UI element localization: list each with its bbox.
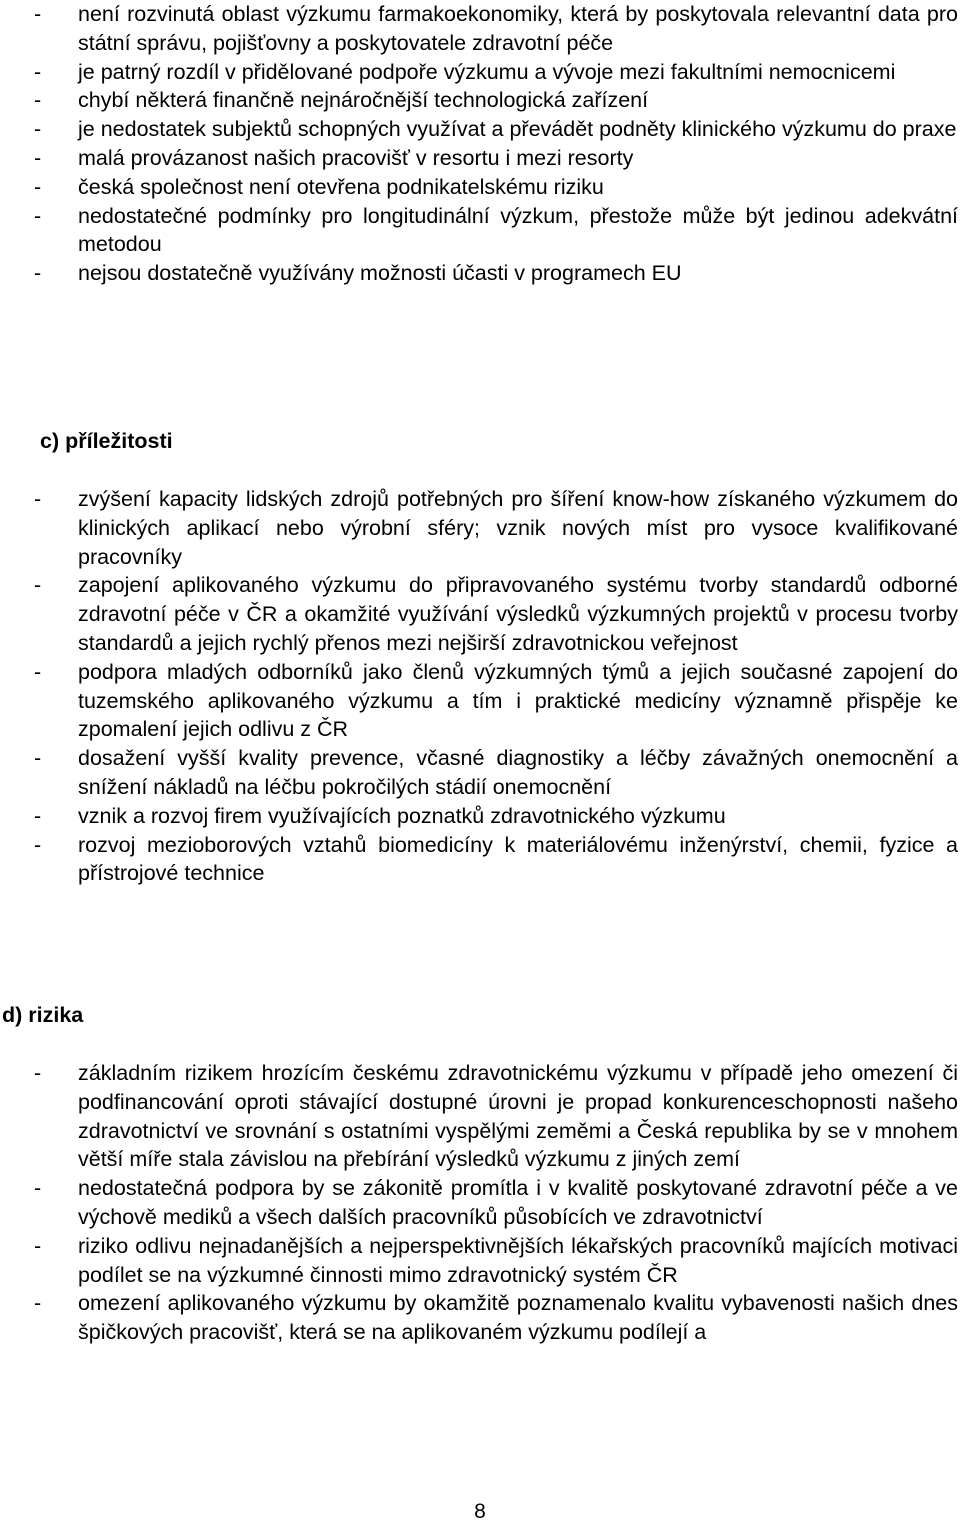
list-item [0, 144, 960, 173]
list-item [0, 86, 960, 115]
list-item-text: nejsou dostatečně využívány možnosti účasti v programech EU [78, 261, 682, 286]
list-item-text: je nedostatek subjektů schopných využívat a převádět podněty klinického výzkumu do praxe [78, 117, 957, 142]
list-marker: - [34, 174, 42, 199]
list-item-text: základním rizikem hrozícím českému zdravotnickému výzkumu v případě jeho omezení či podfinancování oproti stávající dostupné úrovni je propad konkurenceschopnosti našeho zdravotnictví ve srovnání s ostatními vyspělými zeměmi a Česká republika by se v mnohem větší míře stala závislou na přebírání výsledků výzkumu z jiných zemí [78, 1061, 958, 1172]
list-marker: - [34, 59, 42, 84]
list-item-text: nedostatečné podmínky pro longitudinální výzkum, přestože může být jedinou adekvátní metodou [78, 203, 958, 257]
list-item-text: vznik a rozvoj firem využívajících poznatků zdravotnického výzkumu [78, 803, 726, 828]
list-item [0, 173, 960, 202]
list-item [0, 1232, 960, 1290]
section-heading-opportunities: c) příležitosti [40, 429, 173, 453]
list-item-text: rozvoj mezioborových vztahů biomedicíny k materiálovému inženýrství, chemii, fyzice a přístrojové technice [78, 832, 958, 886]
section-heading-risks: d) rizika [2, 1003, 84, 1027]
list-item-text: chybí některá finančně nejnáročnější technologická zařízení [78, 88, 649, 113]
list-item-text: malá provázanost našich pracovišť v resortu i mezi resorty [78, 145, 634, 170]
list-item [0, 1289, 960, 1347]
list-item [0, 744, 960, 802]
list-marker: - [34, 88, 42, 113]
list-item [0, 58, 960, 87]
list-marker: - [34, 203, 42, 228]
list-item [0, 658, 960, 744]
list-item [0, 1174, 960, 1232]
list-item [0, 0, 960, 58]
list-item-text: nedostatečná podpora by se zákonitě promítla i v kvalitě poskytované zdravotní péče a ve výchově mediků a všech dalších pracovníků působících ve zdravotnictví [78, 1176, 958, 1229]
opportunities-list [0, 485, 960, 888]
list-item-text: zapojení aplikovaného výzkumu do připravovaného systému tvorby standardů odborné zdravotní péče v ČR a okamžité využívání výsledků výzkumných projektů v procesu tvorby standardů a jejich rychlý přenos mezi nejširší zdravotnickou veřejnost [78, 573, 958, 655]
list-marker: - [34, 2, 42, 26]
list-item-text: není rozvinutá oblast výzkumu farmakoekonomiky, která by poskytovala relevantní data pro státní správu, pojišťovny a poskytovatele zdravotní péče [78, 2, 958, 55]
list-marker: - [34, 1291, 42, 1316]
list-item-text: podpora mladých odborníků jako členů výzkumných týmů a jejich současné zapojení do tuzemského aplikovaného výzkumu a tím i praktické medicíny významně přispěje ke zpomalení jejich odlivu z ČR [78, 659, 958, 742]
list-marker: - [34, 659, 42, 684]
weaknesses-list [0, 0, 960, 288]
risks-list [0, 1059, 960, 1347]
list-marker: - [34, 803, 42, 828]
list-marker: - [34, 1176, 42, 1201]
list-marker: - [34, 746, 42, 771]
list-item [0, 485, 960, 571]
list-marker: - [34, 145, 42, 170]
list-item-text: zvýšení kapacity lidských zdrojů potřebných pro šíření know-how získaného výzkumem do klinických aplikací nebo výrobní sféry; vznik nových míst pro vysoce kvalifikované pracovníky [78, 487, 958, 569]
list-item [0, 571, 960, 657]
list-marker: - [34, 1233, 42, 1258]
list-item-text: dosažení vyšší kvality prevence, včasné diagnostiky a léčby závažných onemocnění a snížení nákladů na léčbu pokročilých stádií onemocnění [78, 746, 958, 799]
list-item-text: česká společnost není otevřena podnikatelskému riziku [78, 174, 604, 199]
list-marker: - [34, 487, 42, 511]
list-item [0, 831, 960, 889]
list-item [0, 202, 960, 260]
page-number: 8 [474, 1500, 486, 1523]
list-marker: - [34, 261, 42, 286]
list-marker: - [34, 117, 42, 142]
list-marker: - [34, 573, 42, 598]
list-item [0, 259, 960, 288]
list-marker: - [34, 832, 42, 857]
list-item-text: je patrný rozdíl v přidělované podpoře výzkumu a vývoje mezi fakultními nemocnicemi [78, 59, 896, 84]
list-item-text: riziko odlivu nejnadanějších a nejperspektivnějších lékařských pracovníků majících motivaci podílet se na výzkumné činnosti mimo zdravotnický systém ČR [78, 1233, 958, 1287]
list-marker: - [34, 1061, 42, 1085]
list-item-text: omezení aplikovaného výzkumu by okamžitě poznamenalo kvalitu vybavenosti našich dnes špičkových pracovišť, která se na aplikovaném výzkumu podílejí a [78, 1291, 958, 1345]
list-item [0, 115, 960, 144]
list-item [0, 802, 960, 831]
list-item [0, 1059, 960, 1174]
